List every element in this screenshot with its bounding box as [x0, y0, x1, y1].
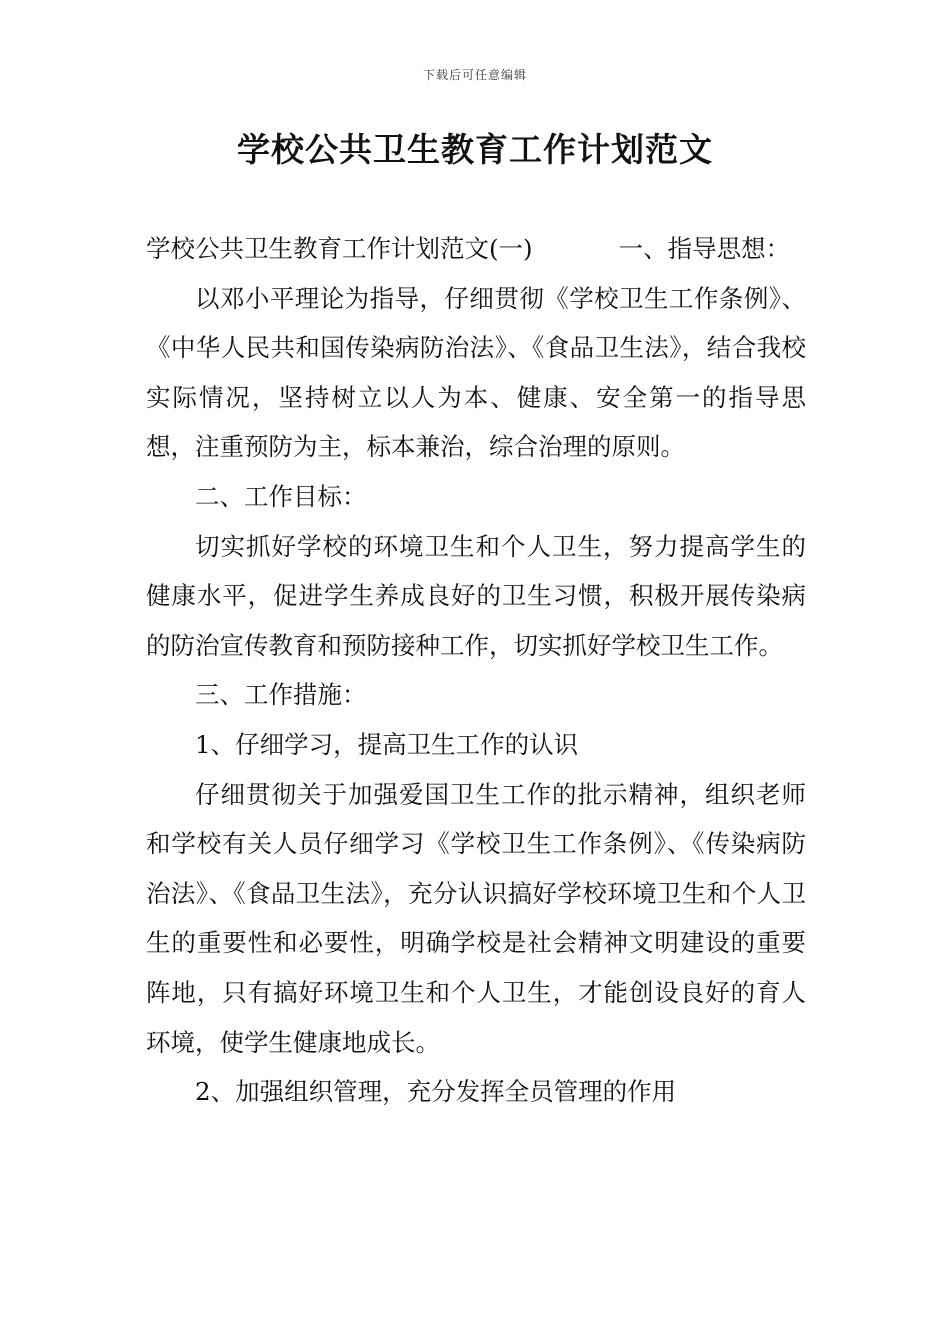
paragraph-guiding-ideology: 以邓小平理论为指导，仔细贯彻《学校卫生工作条例》、《中华人民共和国传染病防治法》、《食品卫生法》，结合我校实际情况，坚持树立以人为本、健康、安全第一的指导思想，注重预防为主，标本兼治，综合治理的原则。: [146, 283, 806, 462]
subheading-study: 1、仔细学习，提高卫生工作的认识: [195, 729, 579, 759]
document-title: 学校公共卫生教育工作计划范文: [237, 130, 713, 169]
section-heading-guiding-ideology: 一、指导思想：: [618, 234, 791, 263]
section-heading-work-goals: 二、工作目标：: [195, 481, 367, 511]
header-note: 下载后可任意编辑: [422, 68, 527, 82]
paragraph-work-goals: 切实抓好学校的环境卫生和个人卫生，努力提高学生的健康水平，促进学生养成良好的卫生习惯，积极开展传染病的防治宣传教育和预防接种工作，切实抓好学校卫生工作。: [146, 531, 806, 660]
document-label: 学校公共卫生教育工作计划范文(一): [146, 234, 533, 263]
intro-line: [146, 224, 806, 274]
section-heading-work-measures: 三、工作措施：: [195, 680, 367, 710]
subheading-organization: 2、加强组织管理，充分发挥全员管理的作用: [195, 1077, 677, 1107]
paragraph-study: 仔细贯彻关于加强爱国卫生工作的批示精神，组织老师和学校有关人员仔细学习《学校卫生工作条例》、《传染病防治法》、《食品卫生法》，充分认识搞好学校环境卫生和个人卫生的重要性和必要性，明确学校是社会精神文明建设的重要阵地，只有搞好环境卫生和个人卫生，才能创设良好的育人环境，使学生健康地成长。: [146, 779, 806, 1057]
document-body: [146, 224, 806, 1117]
